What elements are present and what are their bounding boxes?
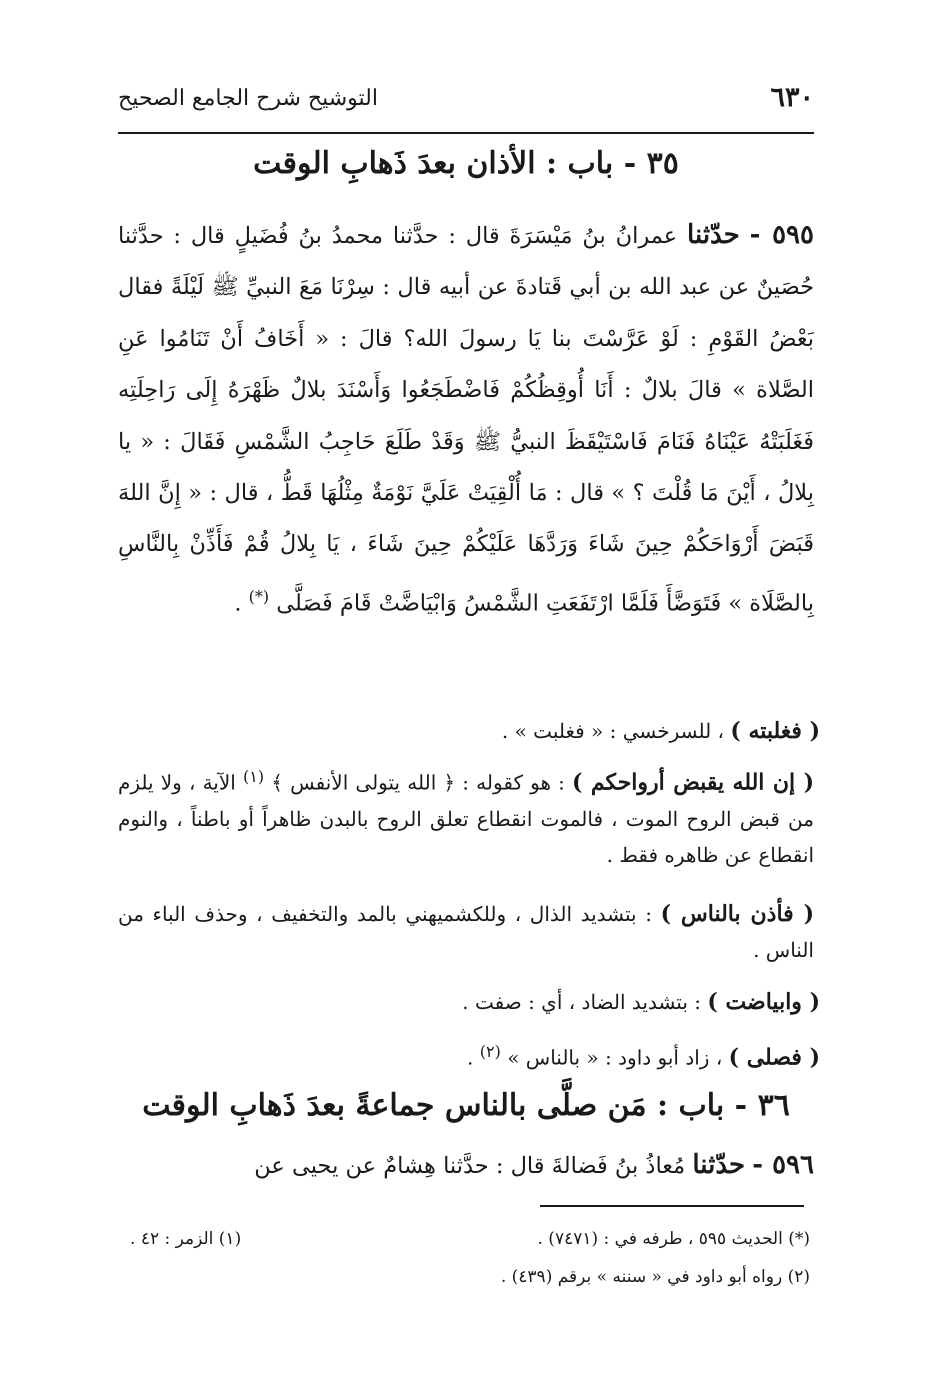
commentary-text-cont: .: [467, 1045, 474, 1070]
commentary-entry: [118, 759, 814, 873]
hadith-body: عمرانُ بنُ مَيْسَرَةَ قال : حدَّثنا محمدُ بنُ فُضَيلٍ قال : حدَّثنا حُصَينٌ عن عبد الله بن أبي قَتادةَ عن أبيه قال : سِرْنَا مَعَ النبيِّ ﷺ لَيْلَةً فقال بَعْضُ القَوْمِ : لَوْ عَرَّسْتَ بنا يَا رسولَ الله؟ قالَ : « أَخَافُ أَنْ تَنَامُوا عَنِ الصَّلاة » قالَ بلالٌ : أَنَا أُوقِظُكُمْ فَاضْطَجَعُوا وَأَسْنَدَ بلالٌ ظَهْرَهُ إِلَى رَاحِلَتِه فَغَلَبَتْهُ عَيْنَاهُ فَنَامَ فَاسْتَيْقَظَ النبيُّ ﷺ وَقَدْ طَلَعَ حَاجِبُ الشَّمْسِ فَقَالَ : « يا بِلالُ ، أَيْنَ مَا قُلْتَ ؟ » قال : مَا أُلْقِيَتْ عَلَيَّ نَوْمَةٌ مِثْلُهَا قَطُّ ، قال : « إِنَّ اللهَ قَبَضَ أَرْوَاحَكُمْ حِينَ شَاءَ وَرَدَّهَا عَلَيْكُمْ حِينَ شَاءَ ، يَا بِلالُ قُمْ فَأَذِّنْ بِالنَّاسِ بِالصَّلَاة » فَتَوَضَّأَ فَلَمَّا ارْتَفَعَتِ الشَّمْسُ وَابْيَاضَّتْ قَامَ فَصَلَّى: [118, 223, 814, 617]
commentary-term: ( إن الله يقبض أرواحكم ): [572, 769, 815, 796]
footnote-marker: (٢): [479, 1042, 501, 1061]
header-rule: [118, 132, 814, 134]
hadith-body: مُعاذُ بنُ فَضالةَ قال : حدَّثنا هِشامٌ عن يحيى عن: [254, 1153, 686, 1179]
commentary-text: ، للسرخسي : « فغلبت » .: [501, 719, 725, 743]
running-title: التوشيح شرح الجامع الصحيح: [118, 86, 378, 111]
hadith-text: [118, 1140, 814, 1192]
footnote: (١) الزمر : ٤٢ .: [130, 1229, 242, 1249]
commentary-term: ( وابياضت ): [707, 989, 820, 1015]
footnote-marker: (*): [248, 586, 270, 606]
page-header: [118, 72, 814, 132]
commentary-text: ، زاد أبو داود : « بالناس »: [507, 1045, 723, 1070]
hadith-end: .: [234, 590, 242, 617]
footnote-rule: [540, 1205, 804, 1207]
commentary-text: : بتشديد الضاد ، أي : صفت .: [462, 990, 702, 1014]
hadith-opener: حدّثنا: [687, 220, 740, 250]
footnote-marker: (١): [243, 767, 265, 786]
hadith-text: [118, 210, 814, 630]
commentary-entry: [160, 1034, 820, 1076]
commentary-text: : بتشديد الذال ، وللكشميهني بالمد والتخفيف ، وحذف الباء من الناس .: [118, 902, 814, 962]
commentary-entry: [160, 713, 820, 749]
commentary-term: ( فغلبته ): [730, 718, 820, 744]
chapter-heading: ٣٦ - باب : مَن صلَّى بالناس جماعةً بعدَ ذَهابِ الوقت: [142, 1088, 790, 1123]
hadith-number: ٥٩٥ -: [749, 220, 814, 250]
commentary-term: ( فأذن بالناس ): [660, 901, 814, 927]
commentary-entry: [160, 984, 820, 1020]
hadith-number: ٥٩٦ -: [752, 1150, 814, 1180]
footnote: (٢) رواه أبو داود في « سننه » برقم (٤٣٩) .: [500, 1267, 810, 1287]
commentary-text-cont: الآية ، ولا يلزم من قبض الروح الموت ، فالموت انقطاع تعلق الروح بالبدن ظاهراً أو باطناً ، والنوم انقطاع عن ظاهره فقط .: [118, 770, 814, 867]
footnote: (*) الحديث ٥٩٥ ، طرفه في : (٧٤٧١) .: [537, 1229, 810, 1249]
commentary-term: ( فصلى ): [728, 1044, 820, 1071]
page-number: ٦٣٠: [770, 82, 814, 113]
hadith-opener: حدّثنا: [692, 1150, 746, 1180]
chapter-heading: ٣٥ - باب : الأذان بعدَ ذَهابِ الوقت: [253, 146, 679, 181]
commentary-entry: [118, 896, 814, 968]
commentary-text: : هو كقوله : ﴿ الله يتولى الأنفس ﴾: [271, 770, 565, 795]
